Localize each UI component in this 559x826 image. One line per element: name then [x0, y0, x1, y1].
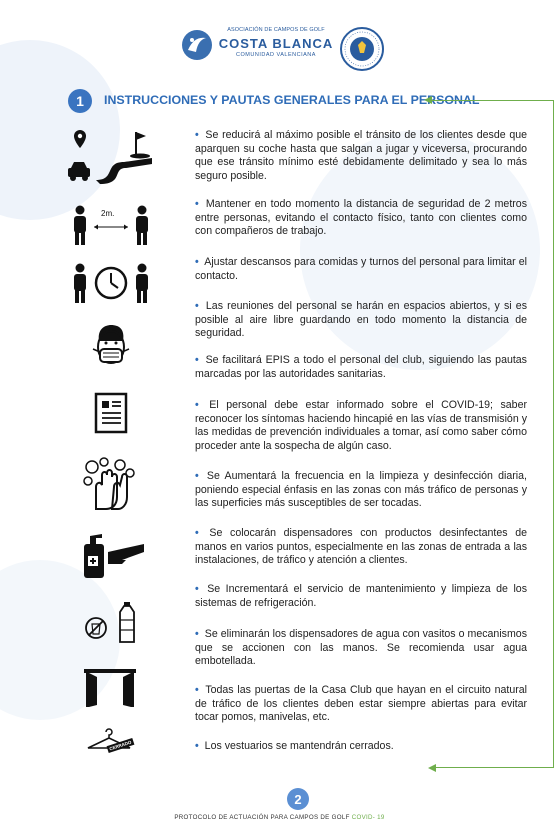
social-distance-icon	[70, 205, 152, 252]
bullet: •	[195, 470, 199, 482]
closed-sign: CERRADO	[107, 738, 135, 753]
list-item-text: El personal debe estar informado sobre el COVID-19; saber reconocer los síntomas haciendo hincapié en las vías de transmisión y las medidas de prevención individuales a tomar, así como saber cómo proceder ante la sospecha de algún caso.	[195, 399, 527, 452]
list-item	[195, 684, 527, 725]
hand-sanitizer-icon	[78, 530, 148, 585]
bullet: •	[195, 129, 199, 141]
route-car-flag-icon	[66, 128, 156, 189]
footer-highlight: COVID- 19	[351, 814, 385, 821]
list-item-text: Se reducirá al máximo posible el tránsito de los clientes desde que aparquen su coche hasta que salgan a jugar y viceversa, procurando que ese tránsito mínimo esté debidamente delimitado y sea lo más seguro posible.	[195, 129, 527, 182]
water-bottle-icon	[84, 600, 140, 649]
footer-title: PROTOCOLO DE ACTUACIÓN PARA CAMPOS DE GOLF	[174, 814, 350, 821]
list-item-text: Se facilitará EPIS a todo el personal del club, siguiendo las pautas marcadas por las autoridades sanitarias.	[195, 354, 527, 380]
bullet: •	[195, 198, 199, 210]
bullet: •	[195, 354, 199, 366]
logo-small-text: ASOCIACIÓN DE CAMPOS DE GOLF	[227, 27, 325, 33]
list-item	[195, 198, 527, 239]
arrow-head-icon	[424, 96, 432, 104]
list-item	[195, 300, 527, 341]
list-item-text: Los vestuarios se mantendrán cerrados.	[204, 740, 394, 752]
list-item	[195, 470, 527, 511]
bullet: •	[195, 527, 199, 539]
list-item	[195, 527, 527, 568]
section-title: INSTRUCCIONES Y PAUTAS GENERALES PARA EL PERSONAL	[104, 93, 480, 107]
staggered-shifts-icon	[70, 263, 152, 310]
logo-subtitle: COMUNIDAD VALENCIANA	[236, 51, 316, 58]
list-item-text: Se Aumentará la frecuencia en la limpieza y desinfección diaria, poniendo especial énfasis en las zonas con más tráfico de personas y las superficies más susceptibles de ser tocadas.	[195, 470, 527, 510]
list-item-text: Las reuniones del personal se harán en espacios abiertos, y si es posible al aire libre guardando en todo momento la distancia de seguridad.	[195, 300, 527, 340]
list-item	[195, 583, 527, 610]
list-item-text: Se eliminarán los dispensadores de agua con vasitos o mecanismos que se accionen con las manos. Se recomienda usar agua embotellada.	[195, 628, 527, 668]
list-item	[195, 628, 527, 669]
bullet: •	[195, 256, 199, 268]
bullet: •	[195, 628, 199, 640]
bullet: •	[195, 300, 199, 312]
document-icon	[94, 392, 128, 439]
hanger-closed-icon	[86, 728, 136, 763]
list-item-text: Mantener en todo momento la distancia de seguridad de 2 metros entre personas, evitando el contacto físico, tanto con clientes como con compañeros de trabajo.	[195, 198, 527, 238]
face-mask-icon	[91, 323, 131, 372]
distance-label: 2m.	[101, 209, 115, 218]
footer-text	[0, 814, 559, 821]
page-number-badge: 2	[287, 788, 309, 810]
bullet: •	[195, 684, 199, 696]
list-item	[195, 740, 527, 754]
bullet: •	[195, 399, 199, 411]
list-item	[195, 256, 527, 283]
official-seal-icon	[340, 27, 384, 71]
association-logo-text	[216, 28, 336, 58]
section-number-badge: 1	[68, 89, 92, 113]
list-item	[195, 129, 527, 183]
page-header	[0, 0, 559, 90]
association-logo-icon	[182, 30, 212, 60]
bullet: •	[195, 583, 199, 595]
list-item-text: Ajustar descansos para comidas y turnos del personal para limitar el contacto.	[195, 256, 527, 282]
list-item-text: Se Incrementará el servicio de mantenimiento y limpieza de los sistemas de refrigeración.	[195, 583, 527, 609]
logo-title: COSTA BLANCA	[218, 35, 334, 51]
hand-washing-icon	[82, 457, 138, 516]
bullet: •	[195, 740, 199, 752]
list-item	[195, 354, 527, 381]
arrow-head-icon	[428, 764, 436, 772]
list-item-text: Se colocarán dispensadores con productos desinfectantes de manos en varios puntos, especialmente en las zonas de entrada a las instalaciones, de tráfico y atención a clientes.	[195, 527, 527, 567]
list-item-text: Todas las puertas de la Casa Club que hayan en el circuito natural de tráfico de los clientes deben estar siempre abiertas para evitar tocar pomos, manivelas, etc.	[195, 684, 527, 724]
list-item	[195, 399, 527, 453]
open-door-icon	[82, 667, 138, 714]
